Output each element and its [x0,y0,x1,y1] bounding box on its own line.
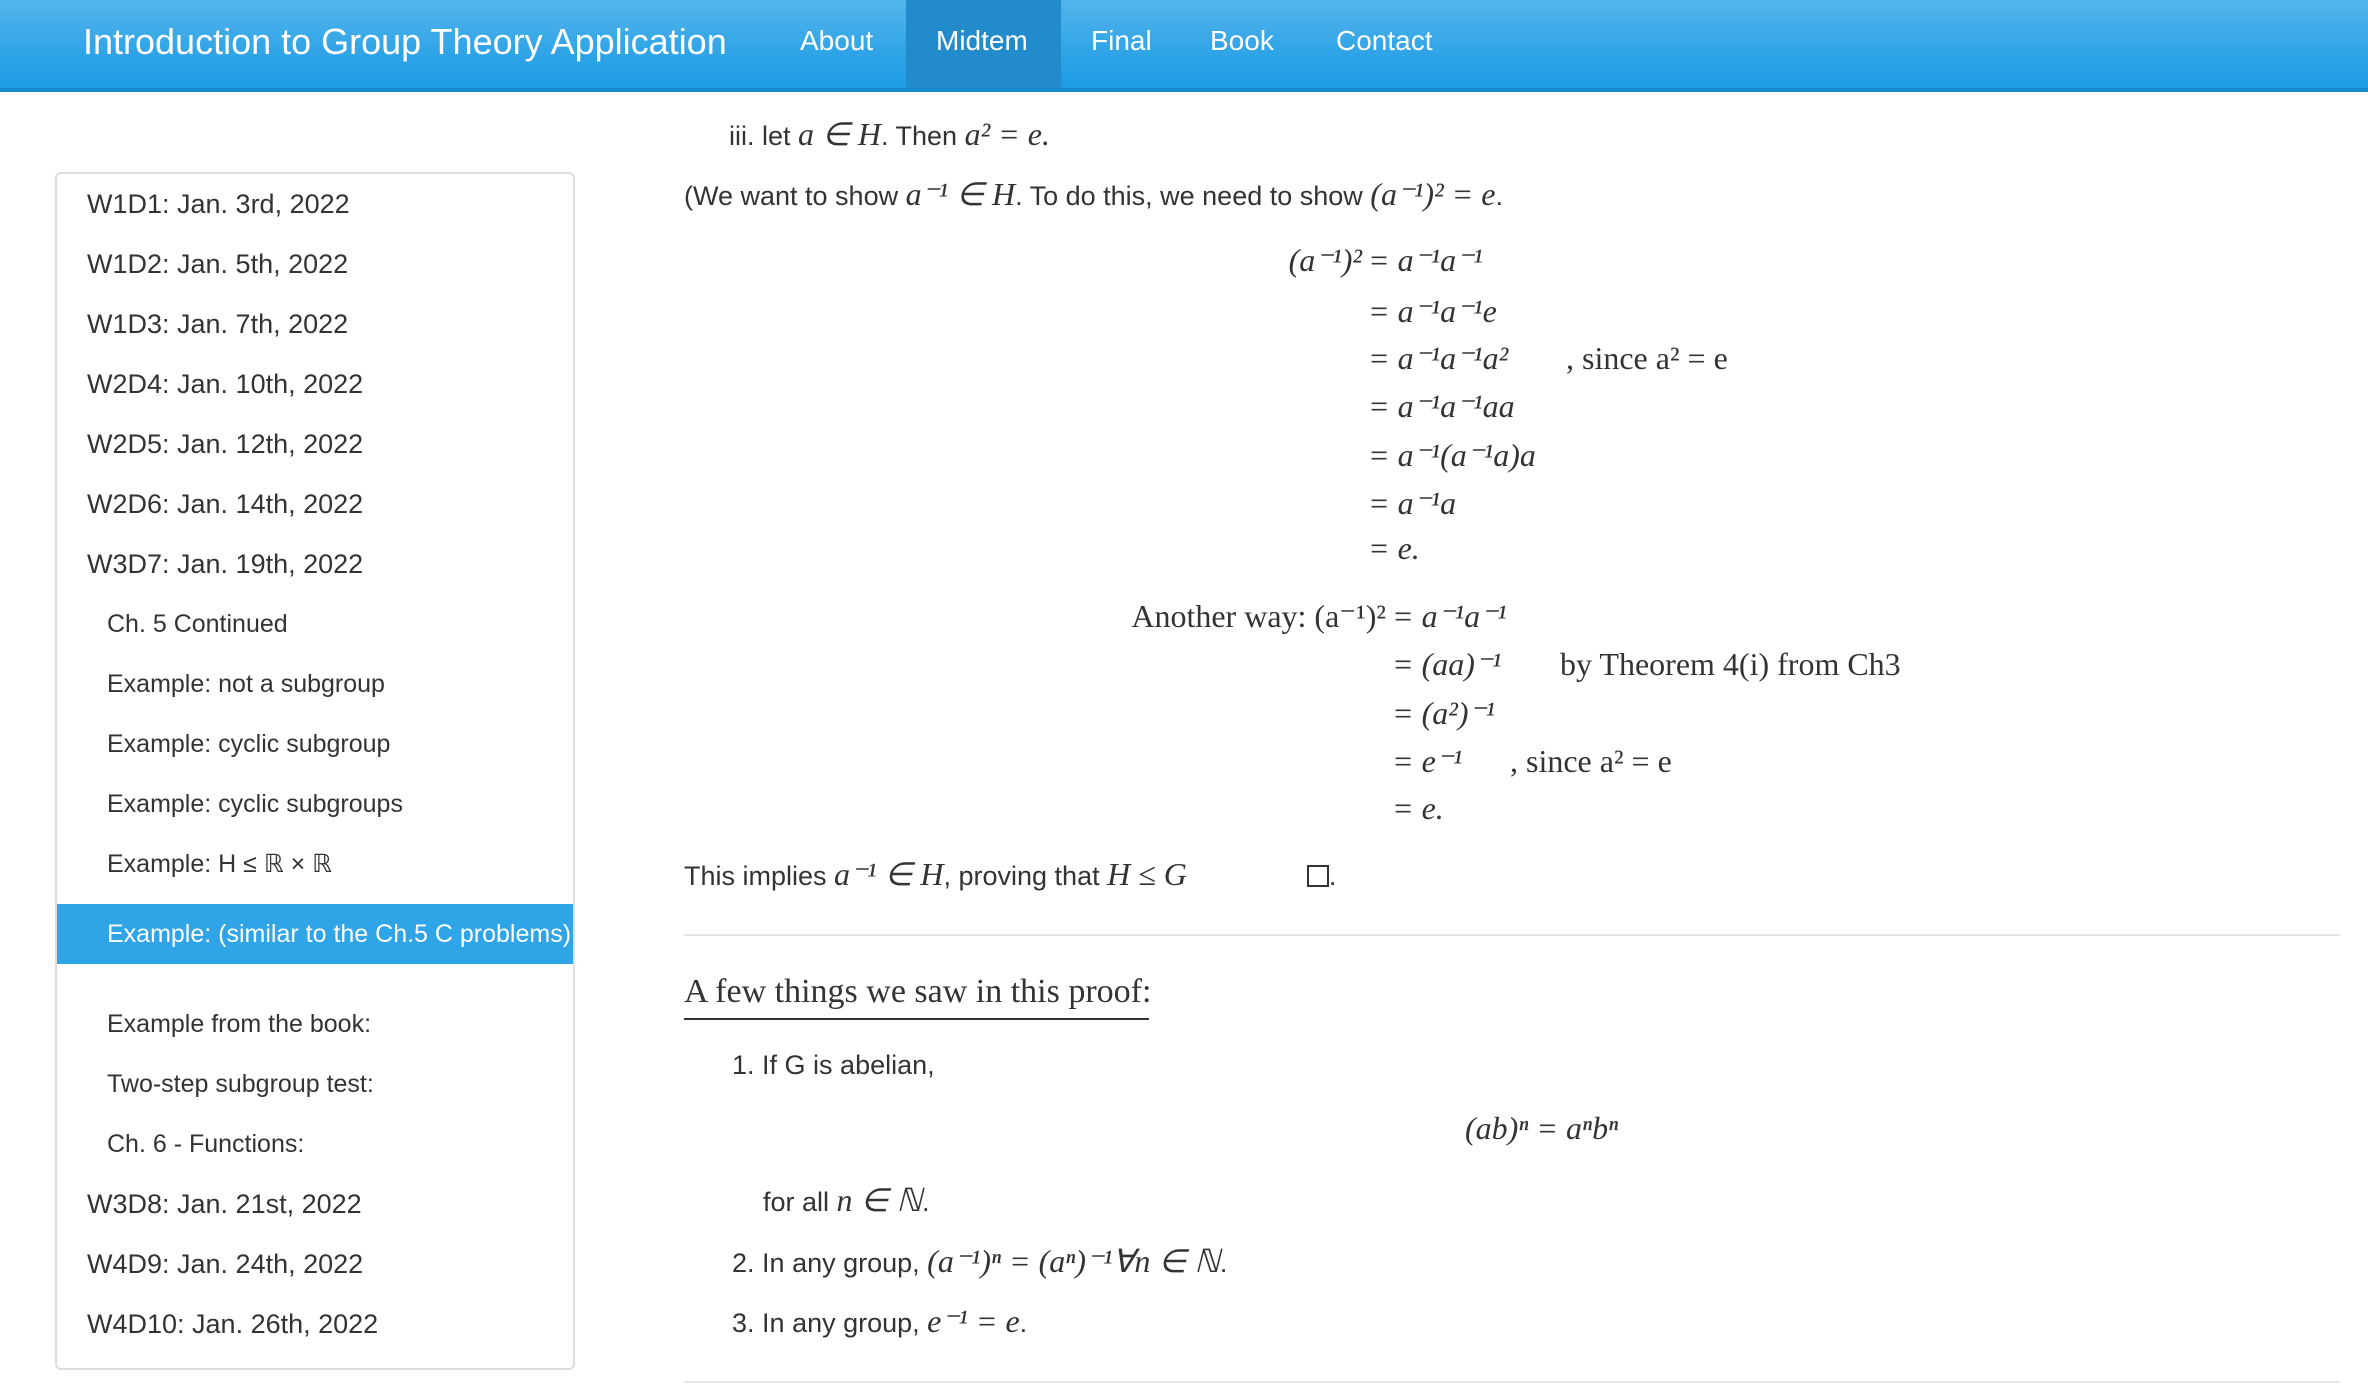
text: . [1495,181,1503,211]
math: a² = e. [964,116,1050,152]
math: (a⁻¹)² = e [1370,176,1496,212]
divider [684,934,2340,936]
equation-note: , since a² = e [1510,743,1672,779]
equation-line: = (a²)⁻¹ [1392,695,1495,731]
equation-line: = a⁻¹a⁻¹ [1392,598,1507,634]
line-iii [729,116,1050,154]
text: . Then [881,121,965,151]
equation-line: = e. [1392,790,1444,826]
list-item-3 [732,1303,1027,1341]
sidebar-item[interactable]: W3D8: Jan. 21st, 2022 [87,1189,362,1219]
list-item-2 [732,1243,1227,1281]
want-line [684,176,1503,214]
math: (a⁻¹)ⁿ = (aⁿ)⁻¹∀n ∈ ℕ [927,1243,1220,1279]
sidebar-item[interactable]: Example from the book: [107,1010,372,1038]
sidebar-item[interactable]: Example: (similar to the Ch.5 C problems) [57,904,573,964]
list-item-1-tail [763,1182,930,1220]
display-math: (ab)ⁿ = aⁿbⁿ [1465,1110,1619,1146]
text: for all [763,1187,837,1217]
equation-line: = a⁻¹(a⁻¹a)a [1368,437,1536,473]
nav-contact[interactable]: Contact [1336,25,1433,56]
sidebar-item[interactable]: Ch. 5 Continued [107,610,288,638]
num: 3. [732,1308,755,1338]
equation-lhs: Another way: (a⁻¹)² [1131,598,1386,634]
text: . To do this, we need to show [1015,181,1371,211]
sidebar-toc [55,172,575,1370]
nav-book[interactable]: Book [1210,25,1274,56]
equation-line: = (aa)⁻¹ [1392,646,1502,682]
sidebar-item[interactable]: Example: cyclic subgroups [107,790,403,818]
equation-line: = a⁻¹a⁻¹a² [1368,340,1509,376]
sidebar-item[interactable]: Example: cyclic subgroup [107,730,391,758]
text: This implies [684,861,835,891]
text: . [1328,861,1337,891]
nav-final[interactable]: Final [1091,25,1152,56]
sidebar-item[interactable]: W2D6: Jan. 14th, 2022 [87,489,364,519]
text: In any group, [762,1308,928,1338]
nav-midtem[interactable]: Midtem [906,0,1061,88]
text: In any group, [762,1248,928,1278]
sidebar-item[interactable]: W1D2: Jan. 5th, 2022 [87,249,349,279]
qed-square-icon [1307,865,1329,887]
text: . [1019,1308,1028,1338]
text: . [1219,1248,1228,1278]
section-heading: A few things we saw in this proof: [684,973,1152,1010]
equation-line: = a⁻¹a⁻¹aa [1368,388,1515,424]
brand-link[interactable]: Introduction to Group Theory Application [83,21,727,62]
math: a ∈ H [798,116,882,152]
sidebar-item[interactable]: W3D7: Jan. 19th, 2022 [87,549,364,579]
implies-line [684,856,1336,894]
equation-note: by Theorem 4(i) from Ch3 [1560,646,1901,682]
equation-line: = a⁻¹a⁻¹e [1368,293,1497,329]
divider [684,1381,2340,1383]
text: iii. let [729,121,799,151]
math: a⁻¹ ∈ H [834,856,944,892]
text: (We want to show [684,181,906,211]
nav-about[interactable]: About [800,25,874,56]
sidebar-item[interactable]: Ch. 6 - Functions: [107,1130,305,1158]
math: e⁻¹ = e [927,1303,1020,1339]
equation-lhs: (a⁻¹)² [1288,242,1362,278]
text: If G is abelian, [762,1050,935,1080]
sidebar-item[interactable]: W1D1: Jan. 3rd, 2022 [87,189,350,219]
sidebar-item[interactable]: W2D5: Jan. 12th, 2022 [87,429,364,459]
math: a⁻¹ ∈ H [905,176,1016,212]
equation-line: = e. [1368,530,1420,566]
sidebar-item[interactable]: W4D10: Jan. 26th, 2022 [87,1309,379,1339]
heading-underline [684,1018,1149,1020]
sidebar-item[interactable]: W4D9: Jan. 24th, 2022 [87,1249,364,1279]
equation-line: = e⁻¹ [1392,743,1463,779]
text: , proving that [943,861,1108,891]
list-item-1 [732,1047,935,1083]
sidebar-item[interactable]: Example: not a subgroup [107,670,385,698]
sidebar-item[interactable]: Two-step subgroup test: [107,1070,374,1098]
text: . [922,1187,930,1217]
equation-note: , since a² = e [1566,340,1728,376]
equation-line: = a⁻¹a [1368,485,1457,521]
math: n ∈ ℕ [836,1182,923,1218]
sidebar-item[interactable]: Example: H ≤ ℝ × ℝ [107,850,332,878]
equation-line: = a⁻¹a⁻¹ [1368,242,1483,278]
navbar [0,0,2368,92]
math: H ≤ G [1107,856,1187,892]
num: 2. [732,1248,755,1278]
sidebar-item[interactable]: W2D4: Jan. 10th, 2022 [87,369,364,399]
num: 1. [732,1050,755,1080]
sidebar-item[interactable]: W1D3: Jan. 7th, 2022 [87,309,349,339]
